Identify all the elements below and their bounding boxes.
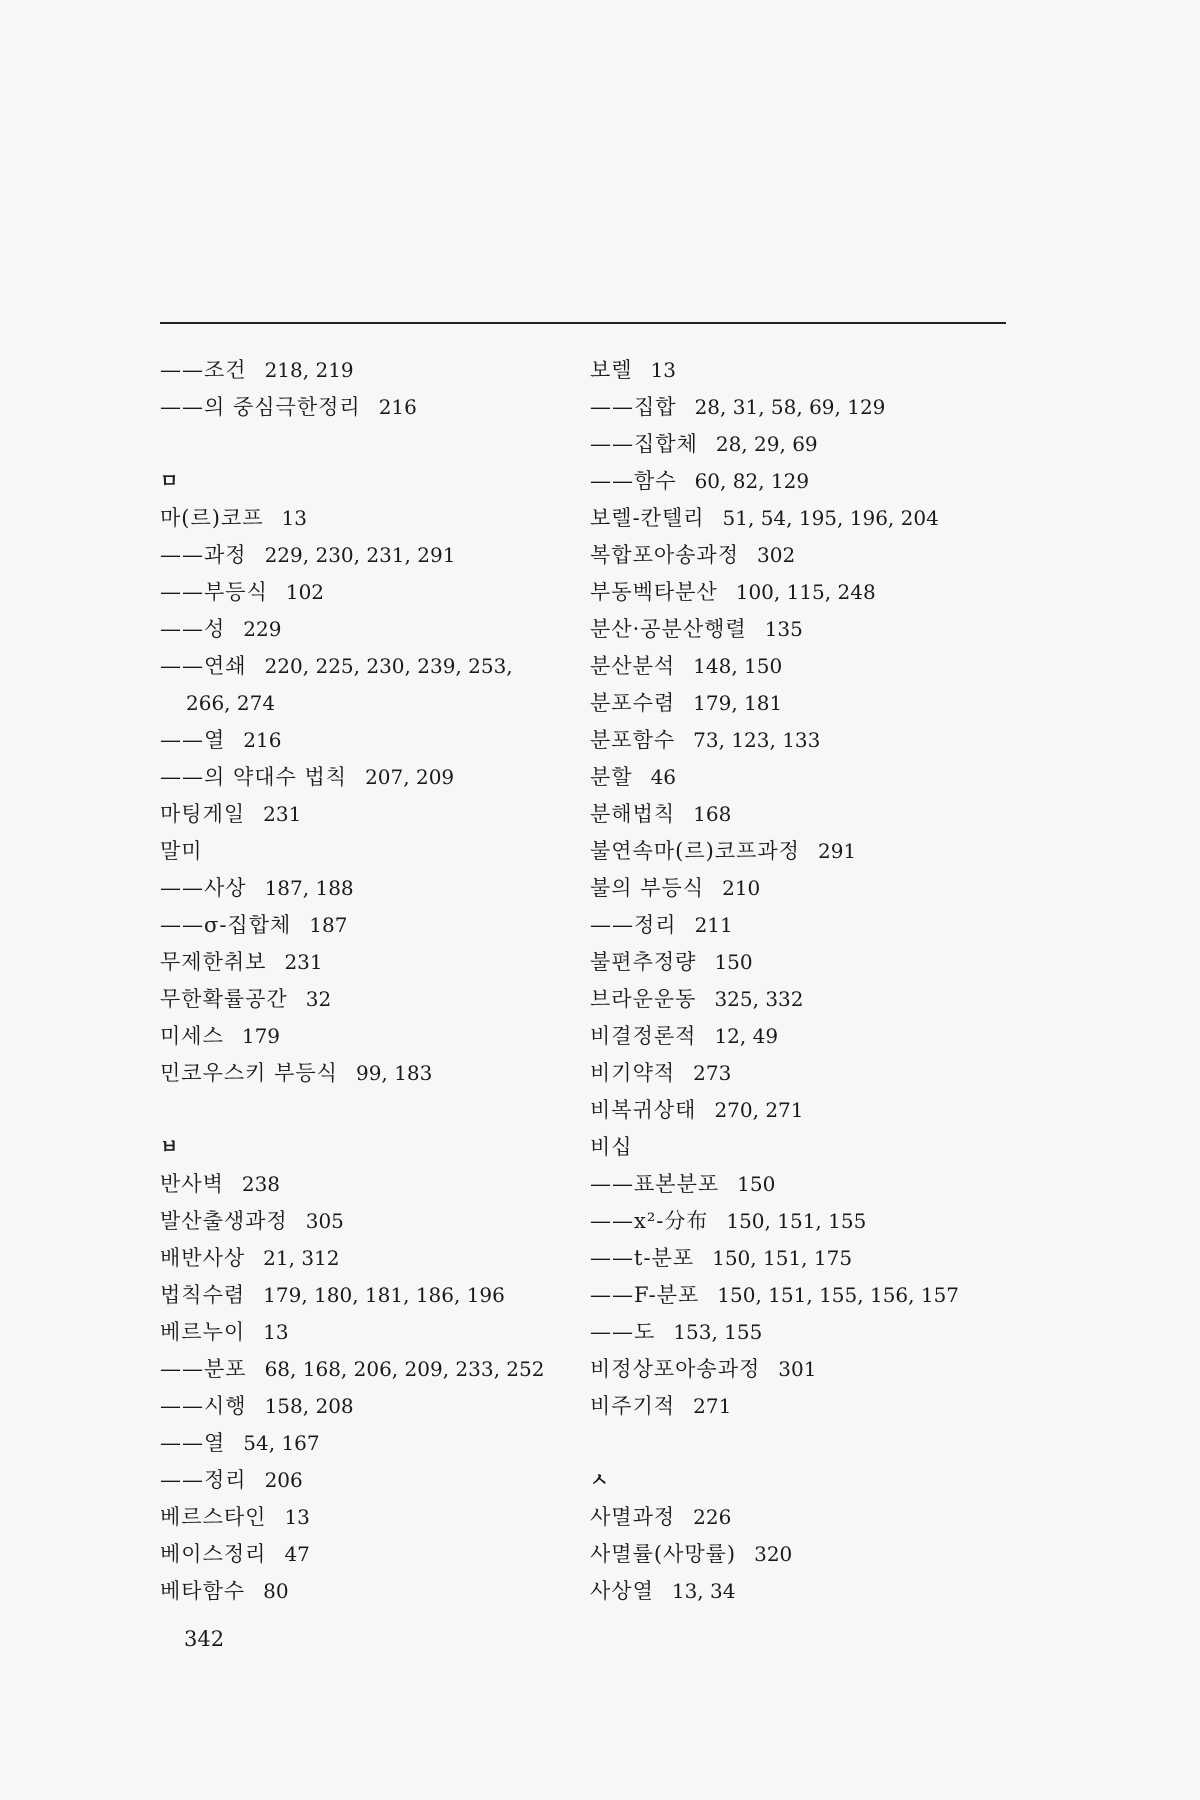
index-pages: 187 [309,913,348,937]
index-entry [590,833,1010,870]
index-entry [160,1314,570,1351]
index-term: 반사벽 [160,1172,224,1196]
index-term: ——표본분포 [590,1172,720,1196]
index-term: 미세스 [160,1024,224,1048]
index-term: 비결정론적 [590,1024,697,1048]
index-entry [590,981,1010,1018]
index-column-left [160,352,570,1610]
index-pages: 305 [305,1209,344,1233]
index-entry [590,352,1010,389]
index-term: 사멸과정 [590,1505,676,1529]
section-gap [590,1425,1010,1462]
index-entry [160,1536,570,1573]
index-pages: 13 [263,1320,289,1344]
index-term: 브라운운동 [590,987,697,1011]
index-entry [590,722,1010,759]
index-entry [160,389,570,426]
index-column-right [590,352,1010,1610]
index-term: ——열 [160,728,226,752]
index-pages: 28, 31, 58, 69, 129 [694,395,886,419]
index-term: 베이스정리 [160,1542,267,1566]
index-pages: 216 [243,728,282,752]
index-entry [590,1573,1010,1610]
index-entry [160,648,570,685]
index-pages: 320 [754,1542,793,1566]
index-pages: 13 [650,358,677,382]
index-pages: 218, 219 [264,358,354,382]
index-pages: 291 [817,839,857,863]
index-term: 분포수렴 [590,691,676,715]
index-entry [590,1166,1010,1203]
index-term: ——부등식 [160,580,268,604]
index-entry [590,1055,1010,1092]
index-term: 비정상포아송과정 [590,1357,761,1381]
index-term: 불의 부등식 [590,876,705,900]
index-term: ——열 [160,1431,226,1455]
index-term: ——시행 [160,1394,247,1418]
index-entry [590,500,1010,537]
index-pages: 150 [714,950,753,974]
index-pages: 73, 123, 133 [693,728,821,752]
index-term: ——정리 [590,913,677,937]
index-pages: 46 [650,765,677,789]
index-term: 불편추정량 [590,950,697,974]
index-term: 비주기적 [590,1394,676,1418]
index-term: 비십 [590,1135,633,1159]
index-entry [160,611,570,648]
index-term: 베르스타인 [160,1505,267,1529]
index-entry [160,352,570,389]
index-pages: 271 [693,1394,732,1418]
index-entry [160,1055,570,1092]
index-pages: 220, 225, 230, 239, 253, [264,654,513,678]
index-term: ——과정 [160,543,247,567]
index-entry [590,574,1010,611]
index-term: ——의 약대수 법칙 [160,765,348,789]
index-entry [160,796,570,833]
index-pages: 168 [693,802,732,826]
index-term: 분산·공분산행렬 [590,617,747,641]
index-term: 베르누이 [160,1320,246,1344]
index-entry [590,1018,1010,1055]
index-pages: 226 [693,1505,732,1529]
index-term: ——집합체 [590,432,698,456]
index-entry [160,1462,570,1499]
index-pages: 231 [263,802,302,826]
index-entry-continuation [160,685,570,722]
index-term: 분포함수 [590,728,676,752]
index-entry [590,389,1010,426]
index-entry [160,1425,570,1462]
index-pages: 13 [284,1505,310,1529]
index-entry [590,1536,1010,1573]
index-entry [590,1092,1010,1129]
index-pages: 68, 168, 206, 209, 233, 252 [264,1357,545,1381]
index-term: ——의 중심극한정리 [160,395,361,419]
index-term: ——분포 [160,1357,247,1381]
index-pages: 135 [764,617,803,641]
index-pages: 231 [284,950,323,974]
index-pages: 32 [305,987,332,1011]
index-term: 법칙수렴 [160,1283,246,1307]
page-number: 342 [184,1627,225,1651]
index-pages: 158, 208 [264,1394,354,1418]
index-entry [160,722,570,759]
index-pages: 150, 151, 155 [726,1209,867,1233]
index-pages: 270, 271 [714,1098,804,1122]
index-pages: 238 [241,1172,281,1196]
index-term: 불연속마(르)코프과정 [590,839,800,863]
index-entry [160,1388,570,1425]
index-term: ——조건 [160,358,247,382]
index-pages: 13, 34 [671,1579,736,1603]
index-entry [160,944,570,981]
section-letter: ㅅ [590,1469,609,1491]
index-term: 분할 [590,765,633,789]
index-entry [590,685,1010,722]
index-term: 사상열 [590,1579,654,1603]
index-entry [160,981,570,1018]
index-pages: 150, 151, 155, 156, 157 [717,1283,960,1307]
index-pages: 229 [243,617,282,641]
index-pages: 179, 180, 181, 186, 196 [263,1283,505,1307]
index-entry [590,1203,1010,1240]
index-pages: 80 [263,1579,289,1603]
index-pages: 179 [241,1024,281,1048]
index-entry [160,1277,570,1314]
index-term: 비기약적 [590,1061,676,1085]
index-entry [590,944,1010,981]
index-term: ——x²-分布 [590,1209,709,1233]
index-pages: 273 [693,1061,732,1085]
index-entry [160,759,570,796]
index-term: 마(르)코프 [160,506,264,530]
index-pages: 21, 312 [263,1246,340,1270]
index-term: ——도 [590,1320,656,1344]
index-entry [590,1351,1010,1388]
index-term: 부동벡타분산 [590,580,718,604]
index-term: 무한확률공간 [160,987,288,1011]
section-gap [160,1092,570,1129]
index-pages: 301 [778,1357,817,1381]
index-term: 사멸률(사망률) [590,1542,737,1566]
index-term: 민코우스키 부등식 [160,1061,338,1085]
index-pages: 51, 54, 195, 196, 204 [722,506,939,530]
index-entry [590,1129,1010,1166]
index-pages: 210 [722,876,761,900]
index-pages: 12, 49 [714,1024,779,1048]
index-pages: 99, 183 [355,1061,433,1085]
index-term: ——σ-집합체 [160,913,292,937]
index-term: ——F-분포 [590,1283,700,1307]
index-entry [160,574,570,611]
index-entry [160,1499,570,1536]
index-pages: 266, 274 [186,691,276,715]
index-term: 비복귀상태 [590,1098,697,1122]
index-entry [590,648,1010,685]
index-entry [590,1314,1010,1351]
index-term: 말미 [160,839,203,863]
index-entry [160,1166,570,1203]
index-entry [160,870,570,907]
index-term: 복합포아송과정 [590,543,740,567]
index-term: 보렐 [590,358,633,382]
index-entry [160,1351,570,1388]
section-letter: ㅂ [160,1136,179,1158]
index-pages: 148, 150 [693,654,783,678]
index-pages: 150, 151, 175 [712,1246,853,1270]
index-entry [590,1240,1010,1277]
index-pages: 102 [285,580,325,604]
index-pages: 216 [378,395,417,419]
index-term: 보렐-칸텔리 [590,506,705,530]
index-pages: 179, 181 [693,691,783,715]
index-term: ——집합 [590,395,677,419]
index-entry [590,1499,1010,1536]
index-entry [590,870,1010,907]
index-term: 무제한취보 [160,950,267,974]
section-gap [160,426,570,463]
index-entry [160,833,570,870]
index-entry [160,1018,570,1055]
index-pages: 211 [694,913,733,937]
index-entry [590,463,1010,500]
index-pages: 187, 188 [264,876,354,900]
index-entry [590,907,1010,944]
index-pages: 60, 82, 129 [694,469,810,493]
index-term: ——함수 [590,469,677,493]
index-pages: 207, 209 [365,765,455,789]
index-pages: 325, 332 [714,987,804,1011]
index-term: ——성 [160,617,226,641]
index-pages: 100, 115, 248 [735,580,876,604]
header-rule [160,322,1006,324]
index-entry [590,759,1010,796]
index-entry [160,500,570,537]
index-pages: 54, 167 [243,1431,320,1455]
index-term: ——정리 [160,1468,247,1492]
index-entry [160,907,570,944]
index-term: 베타함수 [160,1579,246,1603]
index-term: 분해법칙 [590,802,676,826]
index-entry [590,1277,1010,1314]
index-pages: 150 [737,1172,776,1196]
index-pages: 153, 155 [673,1320,763,1344]
index-pages: 229, 230, 231, 291 [264,543,456,567]
index-term: 발산출생과정 [160,1209,288,1233]
index-entry [590,1388,1010,1425]
index-entry [160,1240,570,1277]
index-entry [590,426,1010,463]
index-term: 배반사상 [160,1246,246,1270]
index-entry [160,1573,570,1610]
index-entry [590,796,1010,833]
index-pages: 13 [281,506,307,530]
index-term: ——t-분포 [590,1246,695,1270]
index-term: 마팅게일 [160,802,246,826]
index-term: 분산분석 [590,654,676,678]
section-letter: ㅁ [160,470,179,492]
index-pages: 206 [264,1468,303,1492]
index-entry [160,1203,570,1240]
index-entry [160,537,570,574]
index-pages: 302 [757,543,796,567]
index-pages: 28, 29, 69 [715,432,818,456]
index-entry [590,611,1010,648]
index-pages: 47 [284,1542,310,1566]
index-term: ——사상 [160,876,247,900]
index-term: ——연쇄 [160,654,247,678]
index-entry [590,537,1010,574]
